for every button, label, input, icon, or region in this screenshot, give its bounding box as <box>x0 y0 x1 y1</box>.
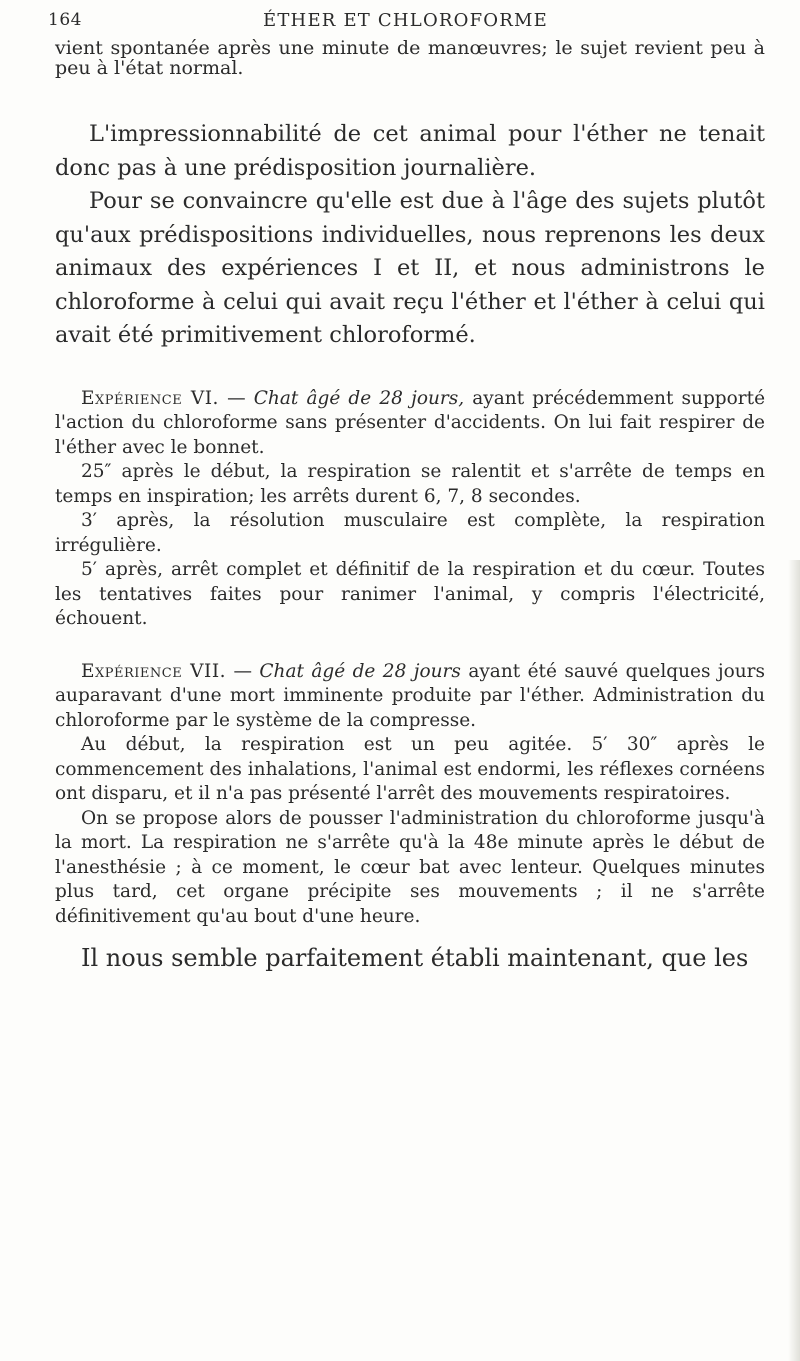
paragraph-conclusion: Il nous semble parfaitement établi maintenant, que les <box>81 944 749 972</box>
experience-vi-text: ayant précédemment supporté l'action du chloroforme sans présenter d'accidents. On lui fait respirer de l'éther avec le bonnet. <box>55 387 766 458</box>
page-edge-shadow <box>788 560 800 1361</box>
experience-vii-title: Chat âgé de 28 jours <box>259 660 461 682</box>
experience-vii-step-1: Au début, la respiration est un peu agitée. 5′ 30″ après le commencement des inhalations, l'animal est endormi, les réflexes cornéens ont disparu, et il n'a pas présenté l'arrêt des mouvements respiratoires. <box>55 734 765 804</box>
experience-vi-title: Chat âgé de 28 jours, <box>253 387 465 409</box>
experience-vii-label: Expérience VII. <box>81 660 227 682</box>
body-text <box>55 38 765 973</box>
page-number: 164 <box>48 10 82 30</box>
experience-vi-step-2: 3′ après, la résolution musculaire est complète, la respiration irrégulière. <box>55 510 765 556</box>
running-head <box>48 8 768 36</box>
experience-vi-label: Expérience VI. <box>81 387 219 409</box>
paragraph-impressionnabilite: L'impressionnabilité de cet animal pour l'éther ne tenait donc pas à une prédisposition journalière. <box>55 121 765 181</box>
experience-vi-step-1: 25″ après le début, la respiration se ralentit et s'arrête de temps en temps en inspiration; les arrêts durent 6, 7, 8 secondes. <box>55 461 765 507</box>
experience-vii-text: ayant été sauvé quelques jours auparavant d'une mort imminente produite par l'éther. Administration du chloroforme par le système de la compresse. <box>55 660 766 731</box>
running-head-title: ÉTHER ET CHLOROFORME <box>263 10 548 31</box>
paragraph-conviction: Pour se convaincre qu'elle est due à l'âge des sujets plutôt qu'aux prédispositions individuelles, nous reprenons les deux animaux des expériences I et II, et nous administrons le chloroforme à celui qui avait reçu l'éther et l'éther à celui qui avait été primitivement chloroformé. <box>55 188 765 348</box>
experience-vii-step-2: On se propose alors de pousser l'administration du chloroforme jusqu'à la mort. La respiration ne s'arrête qu'à la 48e minute après le début de l'anesthésie ; à ce moment, le cœur bat avec lenteur. Quelques minutes plus tard, cet organe précipite ses mouvements ; il ne s'arrête définitivement qu'au bout d'une heure. <box>55 807 765 927</box>
experience-vi-intro: Expérience VI. — Chat âgé de 28 jours, ayant précédemment supporté l'action du chloroforme sans présenter d'accidents. On lui fait respirer de l'éther avec le bonnet. <box>55 387 766 458</box>
experience-vii-intro: Expérience VII. — Chat âgé de 28 jours ayant été sauvé quelques jours auparavant d'une mort imminente produite par l'éther. Administration du chloroforme par le système de la compresse. <box>55 660 766 731</box>
paragraph-continuation: vient spontanée après une minute de manœuvres; le sujet revient peu à peu à l'état normal. <box>55 37 765 79</box>
experience-vi-step-3: 5′ après, arrêt complet et définitif de la respiration et du cœur. Toutes les tentatives faites pour ranimer l'animal, y compris l'électricité, échouent. <box>55 559 765 629</box>
